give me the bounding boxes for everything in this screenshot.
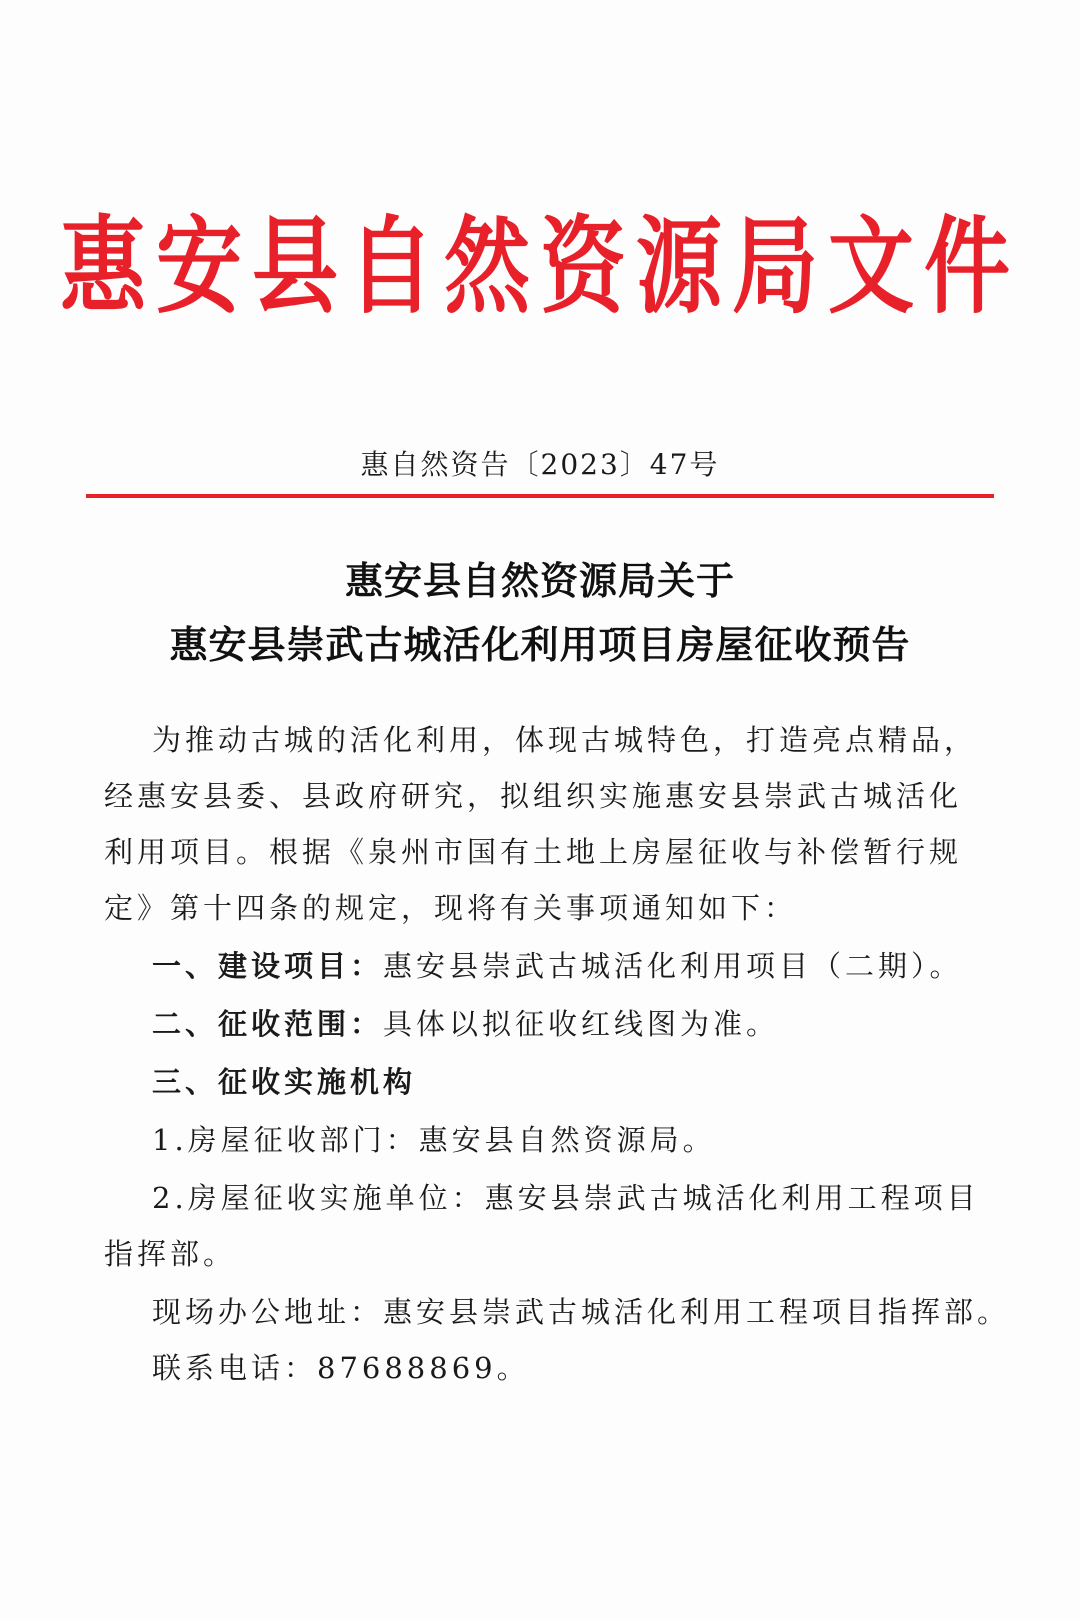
intro-line-1: 为推动古城的活化利用，体现古城特色，打造亮点精品， (152, 723, 978, 757)
red-divider-line (86, 494, 994, 498)
sub-item-2-line-2: 指挥部。 (104, 1237, 237, 1271)
office-address: 现场办公地址：惠安县崇武古城活化利用工程项目指挥部。 (152, 1295, 1011, 1329)
intro-line-2: 经惠安县委、县政府研究，拟组织实施惠安县崇武古城活化 (104, 779, 963, 813)
document-title-line-2: 惠安县崇武古城活化利用项目房屋征收预告 (169, 623, 911, 667)
document-number: 惠自然资告〔2023〕47号 (360, 448, 720, 481)
item-2-text: 具体以拟征收红线图为准。 (383, 1007, 780, 1041)
sub-item-1: 1.房屋征收部门：惠安县自然资源局。 (152, 1123, 716, 1157)
item-2-heading: 二、征收范围： (152, 1007, 384, 1041)
document-title-line-1: 惠安县自然资源局关于 (344, 559, 735, 603)
item-1-heading: 一、建设项目： (152, 949, 384, 983)
sub-item-2-line-1: 2.房屋征收实施单位：惠安县崇武古城活化利用工程项目 (152, 1181, 980, 1215)
intro-line-3: 利用项目。根据《泉州市国有土地上房屋征收与补偿暂行规 (104, 835, 963, 869)
contact-phone: 联系电话：87688869。 (152, 1351, 530, 1385)
item-2 (152, 1007, 1032, 1041)
intro-line-4: 定》第十四条的规定，现将有关事项通知如下： (104, 891, 798, 925)
masthead-title: 惠安县自然资源局文件 (60, 205, 1020, 329)
item-1-text: 惠安县崇武古城活化利用项目（二期）。 (383, 949, 963, 983)
item-1 (152, 949, 1032, 983)
item-3-heading: 三、征收实施机构 (152, 1065, 417, 1099)
